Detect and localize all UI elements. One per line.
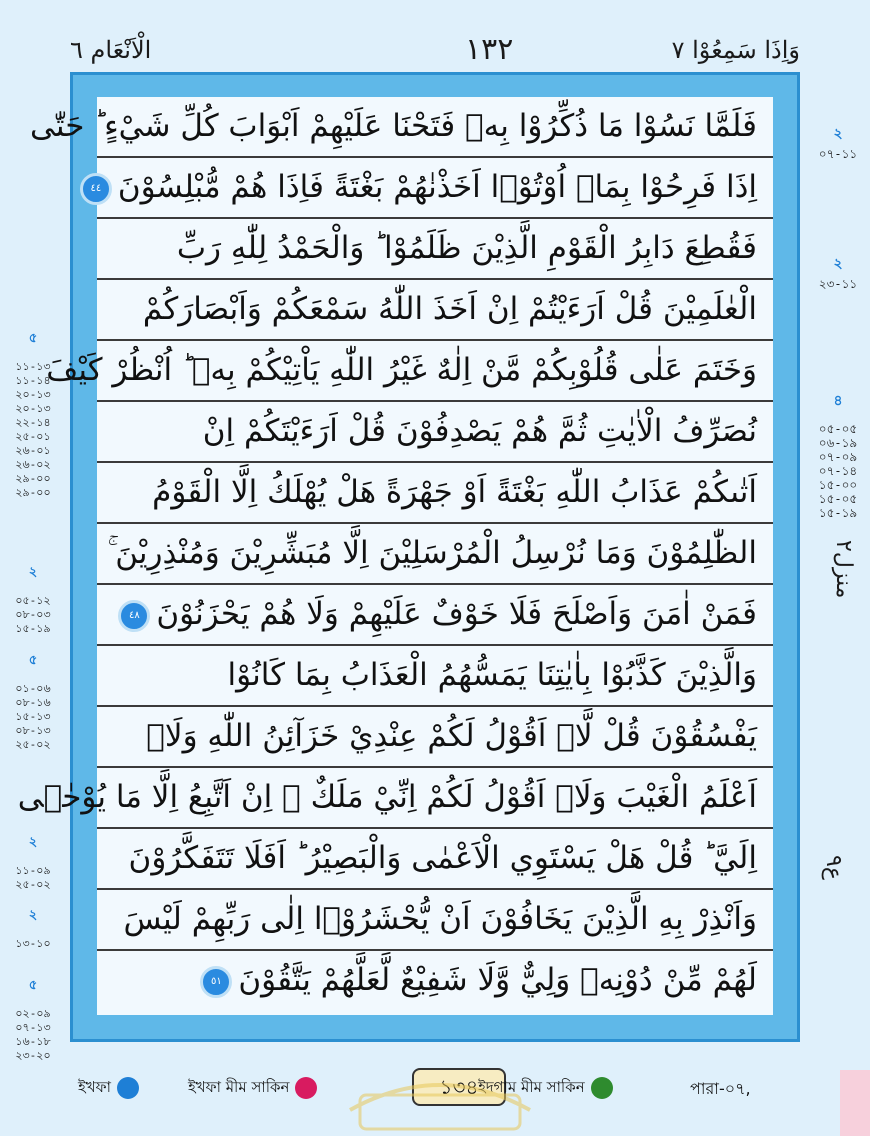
verse-line: الظّٰلِمُوْنَ وَمَا نُرْسِلُ الْمُرْسَلِيْنَ اِلَّا مُبَشِّرِيْنَ وَمُنْذِرِيْنَ ۚ: [97, 524, 773, 585]
verse-line: الْعٰلَمِيْنَ قُلْ اَرَءَيْتُمْ اِنْ اَخَذَ اللّٰهُ سَمْعَكُمْ وَاَبْصَارَكُمْ: [97, 280, 773, 341]
verse-line: وَاَنْذِرْ بِهِ الَّذِيْنَ يَخَافُوْنَ اَنْ يُّحْشَرُوْۤا اِلٰى رَبِّهِمْ لَيْسَ: [97, 890, 773, 951]
surah-title: الْاَنْعَام ٦: [70, 36, 152, 64]
verse-line: نُصَرِّفُ الْاٰيٰتِ ثُمَّ هُمْ يَصْدِفُوْنَ قُلْ اَرَءَيْتَكُمْ اِنْ: [97, 402, 773, 463]
margin-note-left: ৫ ০২-০৯ ০৭-১৩ ১৬-১৮ ২৩-২০: [15, 978, 51, 1062]
verse-text: اِذَا فَرِحُوْا بِمَاۤ اُوْتُوْۤا اَخَذْنٰهُمْ بَغْتَةً فَاِذَا هُمْ مُّبْلِسُوْنَ: [117, 169, 757, 205]
margin-note-left: ৫ ১১-১৩ ১১-১৪ ২০-১৩ ২০-১৩ ২২-১৪ ২৫-০১ ২৬-০১ ২৬-০২ ২৯-০০ ২৯-০০: [15, 331, 51, 499]
pink-dot-icon: [295, 1077, 317, 1099]
ayah-marker-icon: ٤٤: [80, 173, 112, 205]
page-header: [70, 30, 800, 70]
margin-note-left: ২ ১১-০৯ ২৫-০২: [15, 835, 51, 891]
legend-ikhfa: ইখফা: [78, 1076, 139, 1101]
verse-line: وَخَتَمَ عَلٰى قُلُوْبِكُمْ مَّنْ اِلٰهٌ غَيْرُ اللّٰهِ يَاْتِيْكُمْ بِهٖ ؕ اُنْظُرْ كَيْفَ: [97, 341, 773, 402]
verse-line: فَلَمَّا نَسُوْا مَا ذُكِّرُوْا بِهٖ فَتَحْنَا عَلَيْهِمْ اَبْوَابَ كُلِّ شَيْءٍ ؕ حَتّٰى: [97, 97, 773, 158]
green-dot-icon: [591, 1077, 613, 1099]
legend-idgham-meem: ইদগাম মীম সাকিন: [478, 1076, 613, 1101]
verse-line: وَالَّذِيْنَ كَذَّبُوْا بِاٰيٰتِنَا يَمَسُّهُمُ الْعَذَابُ بِمَا كَانُوْا: [97, 646, 773, 707]
juz-title: وَاِذَا سَمِعُوْا ٧: [671, 36, 800, 64]
ayah-marker-icon: ٥١: [200, 966, 232, 998]
verse-line: [90, 158, 773, 219]
margin-note-left: ২ ০৫-১২ ০৮-০৩ ১৫-১৯: [15, 565, 51, 635]
verse-line: [97, 585, 773, 646]
verse-line: اَتٰىكُمْ عَذَابُ اللّٰهِ بَغْتَةً اَوْ جَهْرَةً هَلْ يُهْلَكُ اِلَّا الْقَوْمُ: [97, 463, 773, 524]
verse-text: لَهُمْ مِّنْ دُوْنِهٖ وَلِيٌّ وَّلَا شَفِيْعٌ لَّعَلَّهُمْ يَتَّقُوْنَ: [238, 962, 757, 998]
blue-dot-icon: [117, 1077, 139, 1099]
verse-line: يَفْسُقُوْنَ قُلْ لَّاۤ اَقُوْلُ لَكُمْ عِنْدِيْ خَزَآئِنُ اللّٰهِ وَلَاۤ: [97, 707, 773, 768]
page-number: ١٣٢: [465, 32, 514, 67]
margin-note-right: ৪ ০৫-০৫ ০৬-১৯ ০৭-০৯ ০৭-১৪ ১৫-০০ ১৫-০৫ ১৫-১৯: [818, 393, 858, 520]
publisher-logo-icon: [340, 1050, 540, 1136]
verse-line: فَقُطِعَ دَابِرُ الْقَوْمِ الَّذِيْنَ ظَلَمُوْا ؕ وَالْحَمْدُ لِلّٰهِ رَبِّ: [97, 219, 773, 280]
margin-note-right: ২ ০৭-১১: [818, 126, 858, 161]
para-label: পারা-০৭,: [690, 1079, 751, 1098]
margin-note-right: ২ ২৩-১১: [818, 256, 858, 291]
manzil-label: منزل٢: [831, 540, 856, 599]
verse-line: اَعْلَمُ الْغَيْبَ وَلَاۤ اَقُوْلُ لَكُمْ اِنِّيْ مَلَكٌ ۚ اِنْ اَتَّبِعُ اِلَّا مَا يُوْحٰۤى: [97, 768, 773, 829]
ruku-label: ع٩: [821, 855, 846, 880]
verse-line: اِلَيَّ ؕ قُلْ هَلْ يَسْتَوِي الْاَعْمٰى وَالْبَصِيْرُ ؕ اَفَلَا تَتَفَكَّرُوْنَ: [97, 829, 773, 890]
margin-note-left: ৫ ০১-০৬ ০৮-১৬ ১৫-১৩ ০৮-১৩ ২৫-০২: [15, 653, 51, 751]
legend-ikhfa-meem: ইখফা মীম সাকিন: [188, 1076, 317, 1101]
margin-note-left: ২ ১৩-১০: [15, 908, 51, 950]
page-number-box: ১৩৪: [412, 1068, 506, 1106]
verse-text: فَمَنْ اٰمَنَ وَاَصْلَحَ فَلَا خَوْفٌ عَلَيْهِمْ وَلَا هُمْ يَحْزَنُوْنَ: [156, 596, 757, 632]
ayah-marker-icon: ٤٨: [118, 600, 150, 632]
verse-line: [97, 951, 773, 1012]
